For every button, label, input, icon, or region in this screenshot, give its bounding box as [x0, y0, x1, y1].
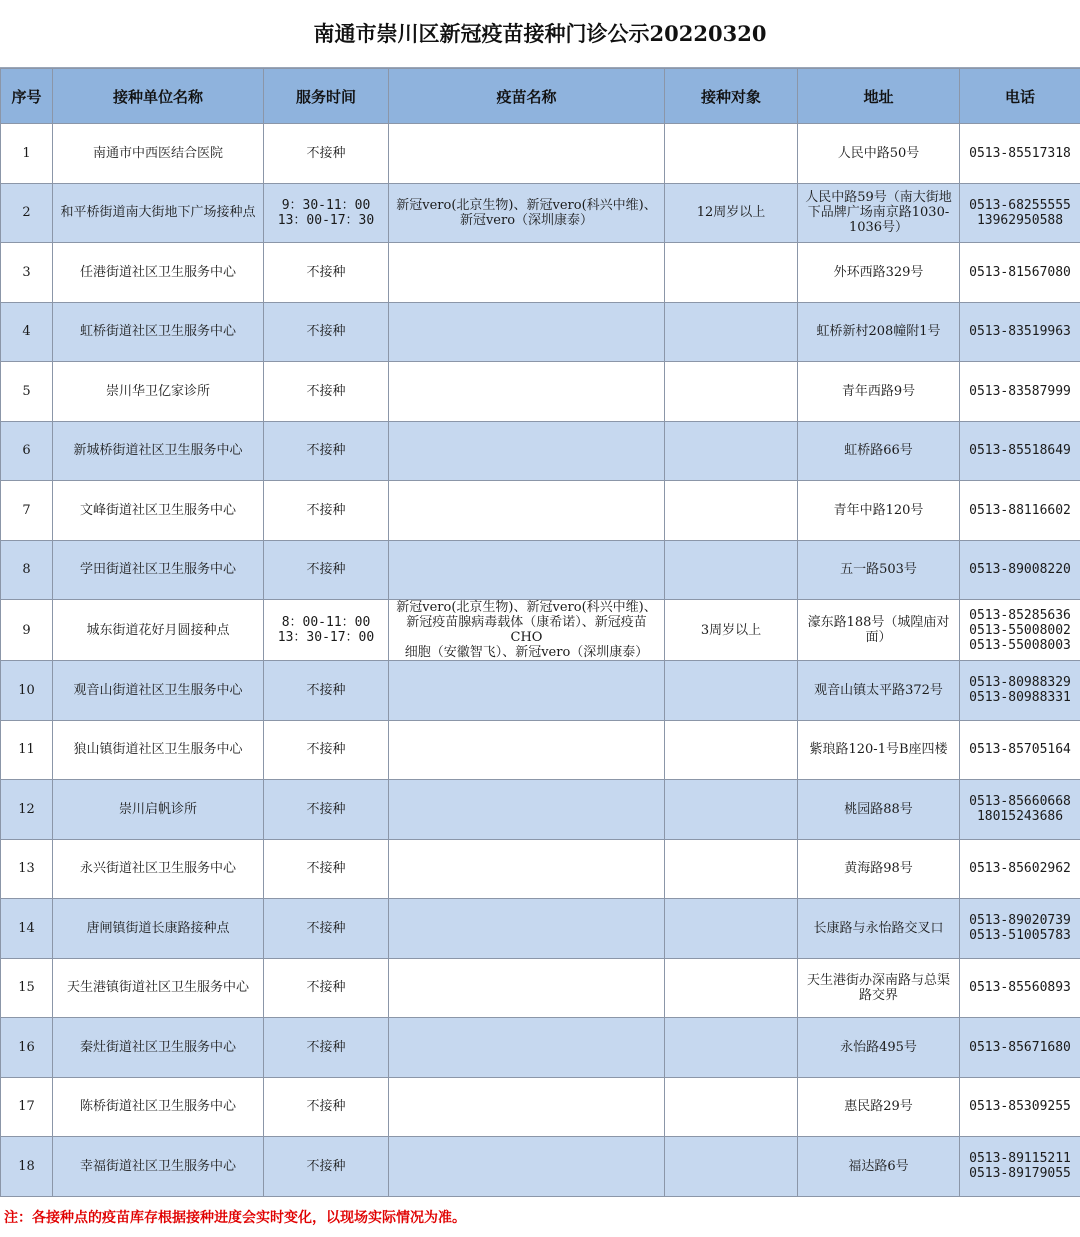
cell-time-line: 不接种 — [306, 562, 346, 578]
cell-time — [264, 481, 389, 541]
cell-unit: 天生港镇街道社区卫生服务中心 — [53, 958, 264, 1018]
cell-vaccine-line: 新冠vero(北京生物)、新冠vero(科兴中维)、 — [396, 197, 657, 213]
cell-vaccine — [389, 243, 665, 303]
cell-address: 紫琅路120-1号B座四楼 — [798, 720, 960, 780]
cell-time — [264, 183, 389, 243]
cell-vaccine — [389, 124, 665, 184]
cell-unit: 城东街道花好月圆接种点 — [53, 600, 264, 661]
cell-address: 虹桥路66号 — [798, 421, 960, 481]
table-row — [1, 600, 1080, 661]
cell-address: 福达路6号 — [798, 1137, 960, 1197]
cell-time — [264, 1137, 389, 1197]
cell-phone-line: 0513-83519963 — [969, 324, 1071, 340]
cell-phone-line: 13962950588 — [976, 212, 1064, 228]
cell-phone-line: 0513-89179055 — [969, 1166, 1071, 1182]
cell-time-line: 不接种 — [306, 383, 346, 399]
cell-target — [665, 1137, 798, 1197]
cell-time-line: 8：00-11：00 — [281, 615, 371, 630]
cell-unit: 永兴街道社区卫生服务中心 — [53, 839, 264, 899]
cell-time-line: 不接种 — [306, 682, 346, 698]
header-target: 接种对象 — [665, 69, 798, 124]
header-time: 服务时间 — [264, 69, 389, 124]
cell-phone-line: 0513-68255555 — [969, 197, 1071, 213]
cell-time-line: 13：00-17：30 — [277, 212, 375, 228]
table-row — [1, 839, 1080, 899]
cell-address: 外环西路329号 — [798, 243, 960, 303]
cell-time — [264, 362, 389, 422]
cell-phone — [960, 958, 1080, 1018]
cell-vaccine — [389, 899, 665, 959]
cell-unit: 文峰街道社区卫生服务中心 — [53, 481, 264, 541]
cell-phone — [960, 780, 1080, 840]
header-address: 地址 — [798, 69, 960, 124]
cell-address: 黄海路98号 — [798, 839, 960, 899]
cell-time — [264, 899, 389, 959]
table-row — [1, 1018, 1080, 1078]
cell-phone-line: 0513-83587999 — [969, 383, 1071, 399]
table-row — [1, 421, 1080, 481]
cell-phone-line: 0513-85660668 — [969, 794, 1071, 810]
cell-no: 17 — [1, 1077, 53, 1137]
cell-time — [264, 600, 389, 661]
cell-target — [665, 839, 798, 899]
cell-unit: 秦灶街道社区卫生服务中心 — [53, 1018, 264, 1078]
cell-phone-line: 0513-80988331 — [969, 690, 1071, 706]
table-row — [1, 661, 1080, 721]
cell-target: 3周岁以上 — [665, 600, 798, 661]
cell-phone-line: 0513-85671680 — [969, 1039, 1071, 1055]
table-row — [1, 1137, 1080, 1197]
cell-phone — [960, 600, 1080, 661]
cell-phone — [960, 1137, 1080, 1197]
cell-target — [665, 362, 798, 422]
cell-unit: 虹桥街道社区卫生服务中心 — [53, 302, 264, 362]
cell-address: 人民中路59号（南大街地下品牌广场南京路1030-1036号） — [798, 183, 960, 243]
footnote: 注：各接种点的疫苗库存根据接种进度会实时变化，以现场实际情况为准。 — [4, 1210, 466, 1226]
cell-time-line: 不接种 — [306, 1039, 346, 1055]
cell-time-line: 9：30-11：00 — [281, 197, 371, 213]
cell-no: 15 — [1, 958, 53, 1018]
table-row — [1, 958, 1080, 1018]
cell-time-line: 不接种 — [306, 742, 346, 758]
page-title: 南通市崇川区新冠疫苗接种门诊公示20220320 — [0, 0, 1080, 68]
cell-no: 10 — [1, 661, 53, 721]
cell-no: 11 — [1, 720, 53, 780]
cell-address: 虹桥新村208幢附1号 — [798, 302, 960, 362]
table-row — [1, 362, 1080, 422]
cell-no: 7 — [1, 481, 53, 541]
cell-unit: 狼山镇街道社区卫生服务中心 — [53, 720, 264, 780]
cell-phone — [960, 1077, 1080, 1137]
table-row — [1, 899, 1080, 959]
header-vaccine: 疫苗名称 — [389, 69, 665, 124]
cell-phone — [960, 540, 1080, 600]
cell-target — [665, 481, 798, 541]
cell-time-line: 不接种 — [306, 502, 346, 518]
header-row — [1, 69, 1080, 124]
cell-vaccine — [389, 839, 665, 899]
cell-target — [665, 540, 798, 600]
cell-phone-line: 0513-80988329 — [969, 675, 1071, 691]
cell-no: 4 — [1, 302, 53, 362]
cell-time — [264, 839, 389, 899]
cell-phone-line: 18015243686 — [976, 809, 1064, 825]
cell-phone — [960, 124, 1080, 184]
cell-time — [264, 1077, 389, 1137]
cell-time — [264, 302, 389, 362]
cell-target — [665, 780, 798, 840]
cell-target — [665, 243, 798, 303]
cell-phone-line: 0513-85560893 — [969, 980, 1071, 996]
cell-target — [665, 421, 798, 481]
cell-target — [665, 899, 798, 959]
cell-unit: 崇川启帆诊所 — [53, 780, 264, 840]
cell-unit: 学田街道社区卫生服务中心 — [53, 540, 264, 600]
header-phone: 电话 — [960, 69, 1080, 124]
cell-unit: 新城桥街道社区卫生服务中心 — [53, 421, 264, 481]
cell-vaccine — [389, 362, 665, 422]
table-row — [1, 302, 1080, 362]
cell-time — [264, 243, 389, 303]
cell-no: 8 — [1, 540, 53, 600]
cell-time — [264, 1018, 389, 1078]
cell-no: 3 — [1, 243, 53, 303]
cell-time — [264, 124, 389, 184]
table-body — [1, 124, 1080, 1197]
cell-address: 天生港街办深南路与总渠路交界 — [798, 958, 960, 1018]
cell-target — [665, 1077, 798, 1137]
cell-no: 2 — [1, 183, 53, 243]
cell-time-line: 不接种 — [306, 145, 346, 161]
cell-unit: 陈桥街道社区卫生服务中心 — [53, 1077, 264, 1137]
cell-time-line: 不接种 — [306, 264, 346, 280]
cell-no: 13 — [1, 839, 53, 899]
cell-time — [264, 540, 389, 600]
clinic-table — [0, 68, 1080, 1197]
cell-vaccine — [389, 1077, 665, 1137]
cell-vaccine — [389, 302, 665, 362]
cell-vaccine — [389, 958, 665, 1018]
cell-phone-line: 0513-81567080 — [969, 264, 1071, 280]
cell-phone-line: 0513-51005783 — [969, 928, 1071, 944]
cell-target — [665, 302, 798, 362]
table-row — [1, 481, 1080, 541]
cell-vaccine — [389, 481, 665, 541]
cell-phone-line: 0513-89020739 — [969, 913, 1071, 929]
cell-no: 18 — [1, 1137, 53, 1197]
cell-no: 9 — [1, 600, 53, 661]
cell-unit: 观音山街道社区卫生服务中心 — [53, 661, 264, 721]
cell-address: 永怡路495号 — [798, 1018, 960, 1078]
cell-time-line: 不接种 — [306, 443, 346, 459]
cell-address: 惠民路29号 — [798, 1077, 960, 1137]
cell-no: 16 — [1, 1018, 53, 1078]
cell-time-line: 不接种 — [306, 920, 346, 936]
table-row — [1, 540, 1080, 600]
cell-phone-line: 0513-89115211 — [969, 1151, 1071, 1167]
table-row — [1, 720, 1080, 780]
cell-target — [665, 958, 798, 1018]
cell-time — [264, 720, 389, 780]
cell-vaccine-line: 新冠疫苗腺病毒载体（康希诺）、新冠疫苗CHO — [406, 615, 647, 645]
cell-target: 12周岁以上 — [665, 183, 798, 243]
cell-phone — [960, 899, 1080, 959]
cell-time-line: 不接种 — [306, 1099, 346, 1115]
cell-time — [264, 421, 389, 481]
cell-address: 观音山镇太平路372号 — [798, 661, 960, 721]
cell-time-line: 13：30-17：00 — [277, 630, 375, 645]
cell-phone-line: 0513-85705164 — [969, 742, 1071, 758]
cell-phone-line: 0513-85602962 — [969, 861, 1071, 877]
cell-phone — [960, 839, 1080, 899]
cell-unit: 崇川华卫亿家诊所 — [53, 362, 264, 422]
cell-phone-line: 0513-85309255 — [969, 1099, 1071, 1115]
cell-no: 1 — [1, 124, 53, 184]
table-row — [1, 1077, 1080, 1137]
cell-vaccine-line: 细胞（安徽智飞）、新冠vero（深圳康泰） — [404, 645, 649, 660]
cell-address: 濠东路188号（城隍庙对面） — [798, 600, 960, 661]
cell-phone — [960, 362, 1080, 422]
cell-target — [665, 1018, 798, 1078]
header-unit: 接种单位名称 — [53, 69, 264, 124]
cell-time-line: 不接种 — [306, 801, 346, 817]
cell-phone-line: 0513-55008003 — [969, 637, 1071, 653]
cell-phone-line: 0513-55008002 — [969, 622, 1071, 638]
cell-phone-line: 0513-89008220 — [969, 562, 1071, 578]
cell-vaccine — [389, 421, 665, 481]
cell-phone-line: 0513-85517318 — [969, 145, 1071, 161]
cell-unit: 任港街道社区卫生服务中心 — [53, 243, 264, 303]
cell-time-line: 不接种 — [306, 1158, 346, 1174]
cell-phone-line: 0513-85285636 — [969, 607, 1071, 623]
cell-address: 五一路503号 — [798, 540, 960, 600]
cell-vaccine — [389, 720, 665, 780]
cell-vaccine — [389, 1137, 665, 1197]
cell-address: 青年中路120号 — [798, 481, 960, 541]
cell-no: 6 — [1, 421, 53, 481]
cell-time-line: 不接种 — [306, 980, 346, 996]
cell-phone — [960, 481, 1080, 541]
cell-vaccine — [389, 661, 665, 721]
cell-unit: 和平桥街道南大街地下广场接种点 — [53, 183, 264, 243]
cell-phone — [960, 661, 1080, 721]
cell-time-line: 不接种 — [306, 861, 346, 877]
cell-unit: 唐闸镇街道长康路接种点 — [53, 899, 264, 959]
cell-no: 14 — [1, 899, 53, 959]
cell-address: 青年西路9号 — [798, 362, 960, 422]
cell-phone — [960, 1018, 1080, 1078]
cell-time-line: 不接种 — [306, 324, 346, 340]
header-no: 序号 — [1, 69, 53, 124]
table-row — [1, 780, 1080, 840]
cell-address: 长康路与永怡路交叉口 — [798, 899, 960, 959]
cell-target — [665, 661, 798, 721]
cell-address: 人民中路50号 — [798, 124, 960, 184]
cell-vaccine — [389, 540, 665, 600]
cell-time — [264, 661, 389, 721]
cell-no: 5 — [1, 362, 53, 422]
cell-time — [264, 958, 389, 1018]
cell-target — [665, 124, 798, 184]
cell-phone — [960, 421, 1080, 481]
cell-vaccine — [389, 1018, 665, 1078]
cell-vaccine — [389, 780, 665, 840]
cell-vaccine-line: 新冠vero(北京生物)、新冠vero(科兴中维)、 — [396, 600, 657, 615]
cell-unit: 南通市中西医结合医院 — [53, 124, 264, 184]
table-row — [1, 124, 1080, 184]
cell-no: 12 — [1, 780, 53, 840]
cell-phone — [960, 243, 1080, 303]
cell-unit: 幸福街道社区卫生服务中心 — [53, 1137, 264, 1197]
cell-phone — [960, 720, 1080, 780]
cell-phone — [960, 302, 1080, 362]
cell-target — [665, 720, 798, 780]
table-row — [1, 243, 1080, 303]
cell-phone — [960, 183, 1080, 243]
cell-phone-line: 0513-85518649 — [969, 443, 1071, 459]
cell-address: 桃园路88号 — [798, 780, 960, 840]
cell-vaccine — [389, 600, 665, 661]
cell-vaccine-line: 新冠vero（深圳康泰） — [459, 212, 594, 228]
cell-time — [264, 780, 389, 840]
cell-phone-line: 0513-88116602 — [969, 502, 1071, 518]
table-row — [1, 183, 1080, 243]
cell-vaccine — [389, 183, 665, 243]
